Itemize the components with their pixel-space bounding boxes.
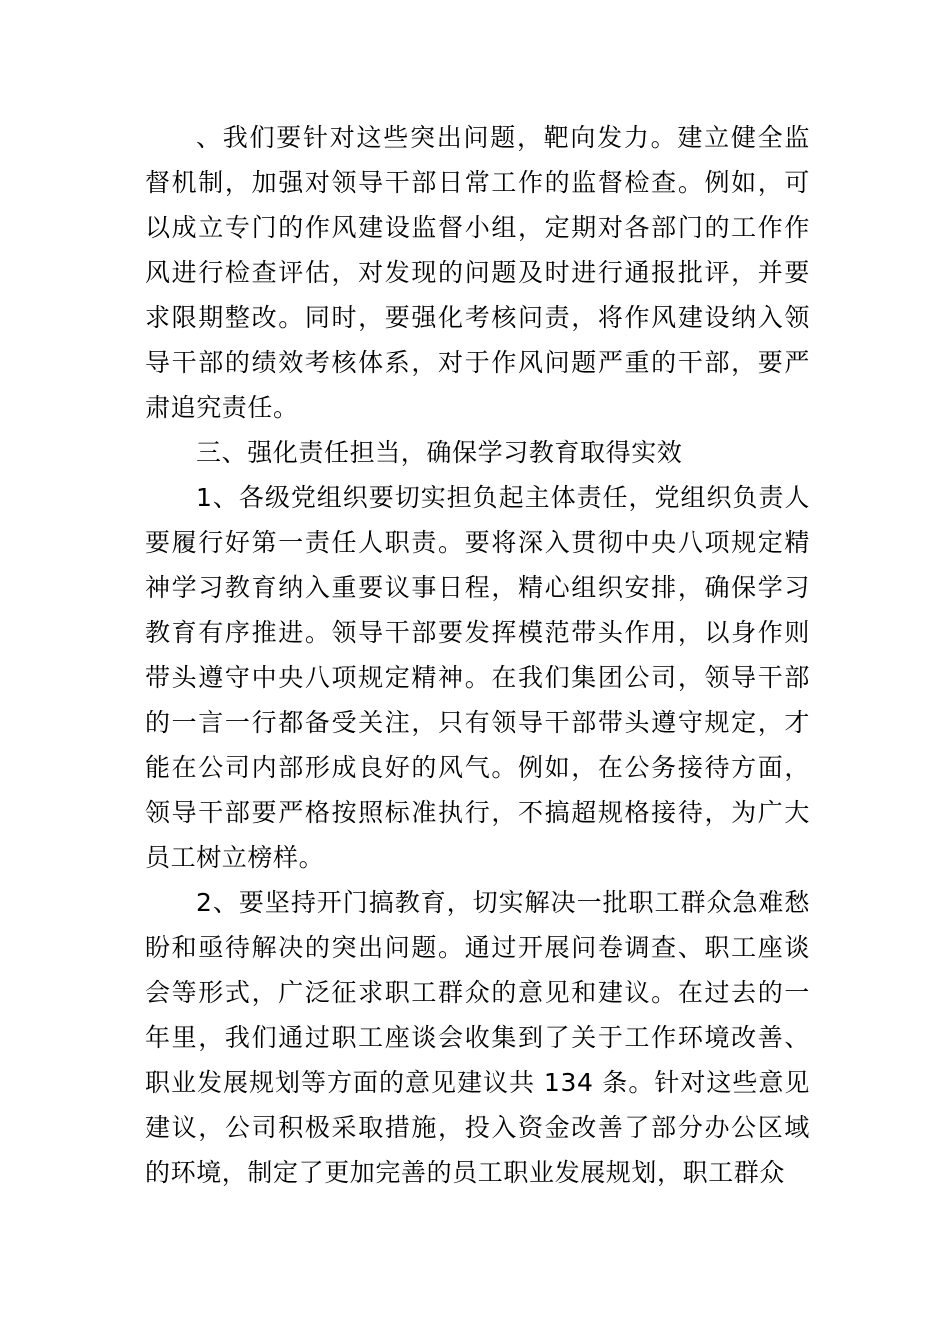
- paragraph-item-2: 2、要坚持开门搞教育，切实解决一批职工群众急难愁盼和亟待解决的突出问题。通过开展问卷调查、职工座谈会等形式，广泛征求职工群众的意见和建议。在过去的一年里，我们通过职工座谈会收集到了关于工作环境改善、职业发展规划等方面的意见建议共 134 条。针对这些意见建议，公司积极采取措施，投入资金改善了部分办公区域的环境，制定了更加完善的员工职业发展规划，职工群众: [145, 888, 810, 1187]
- section-heading-3: 三、强化责任担当，确保学习教育取得实效: [196, 438, 683, 467]
- paragraph-item-1: 1、各级党组织要切实担负起主体责任，党组织负责人要履行好第一责任人职责。要将深入贯彻中央八项规定精神学习教育纳入重要议事日程，精心组织安排，确保学习教育有序推进。领导干部要发挥模范带头作用，以身作则带头遵守中央八项规定精神。在我们集团公司，领导干部的一言一行都备受关注，只有领导干部带头遵守规定，才能在公司内部形成良好的风气。例如，在公务接待方面，领导干部要严格按照标准执行，不搞超规格接待，为广大员工树立榜样。: [145, 483, 810, 872]
- paragraph-supervision: 、我们要针对这些突出问题，靶向发力。建立健全监督机制，加强对领导干部日常工作的监督检查。例如，可以成立专门的作风建设监督小组，定期对各部门的工作作风进行检查评估，对发现的问题及时进行通报批评，并要求限期整改。同时，要强化考核问责，将作风建设纳入领导干部的绩效考核体系，对于作风问题严重的干部，要严肃追究责任。: [145, 123, 810, 422]
- document-body: [145, 115, 810, 1195]
